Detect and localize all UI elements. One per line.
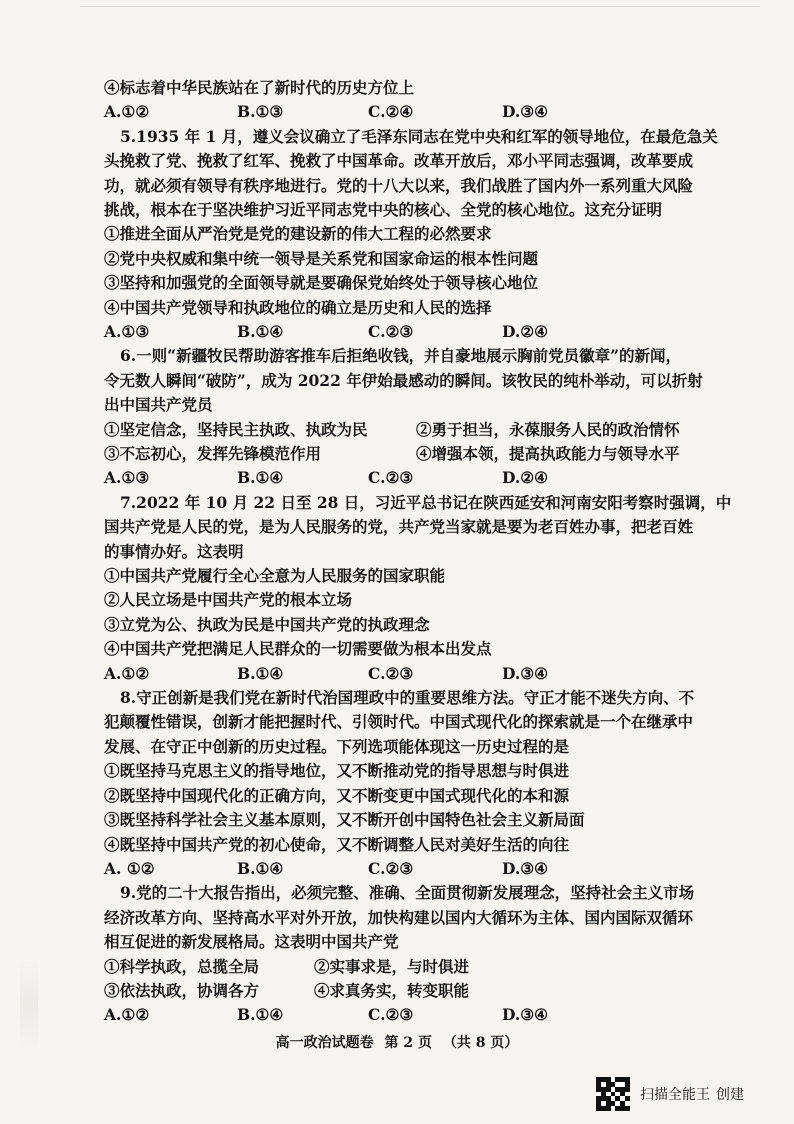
question-stem-line: 9.党的二十大报告指出，必须完整、准确、全面贯彻新发展理念，坚持社会主义市场 bbox=[120, 883, 695, 903]
statements-row bbox=[104, 979, 710, 1003]
footer-title: 高一政治试题卷 bbox=[275, 1035, 374, 1051]
question-7 bbox=[104, 491, 732, 686]
scanner-label bbox=[640, 1084, 750, 1104]
statement-line: ③依法执政，协调各方 bbox=[104, 980, 260, 1000]
option-c: C.②④ bbox=[368, 102, 414, 122]
option-d: D.②④ bbox=[502, 322, 549, 342]
statement-line: ④中国共产党领导和执政地位的确立是历史和人民的选择 bbox=[104, 297, 492, 317]
option-d: D.②④ bbox=[502, 468, 549, 488]
footer-page-number: 第 2 页 bbox=[384, 1035, 432, 1051]
option-a: A. ①② bbox=[104, 858, 155, 878]
question-stem-line: 国共产党是人民的党，是为人民服务的党，共产党当家就是要为老百姓办事，把老百姓 bbox=[104, 517, 694, 537]
statement-line: ④求真务实，转变职能 bbox=[314, 980, 470, 1000]
statement-line: ③既坚持科学社会主义基本原则，又不断开创中国特色社会主义新局面 bbox=[104, 810, 585, 830]
statement-line: ①坚定信念，坚持民主执政、执政为民 bbox=[104, 419, 368, 439]
statement-line: ④增强本领，提高执政能力与领导水平 bbox=[416, 444, 680, 464]
footer-page-total: （共 8 页） bbox=[442, 1035, 519, 1051]
scanner-action: 创建 bbox=[716, 1087, 744, 1103]
options-row bbox=[104, 320, 710, 344]
question-stem-line: 出中国共产党员 bbox=[104, 395, 213, 415]
statement-line: ③不忘初心，发挥先锋模范作用 bbox=[104, 444, 322, 464]
scanner-watermark bbox=[596, 1077, 750, 1111]
option-c: C.②③ bbox=[368, 663, 414, 683]
question-stem-line: 头挽救了党、挽救了红军、挽救了中国革命。改革开放后，邓小平同志强调，改革要成 bbox=[104, 151, 694, 171]
question-stem-line: 8.守正创新是我们党在新时代治国理政中的重要思维方法。守正才能不迷失方向、不 bbox=[120, 688, 695, 708]
question-stem-line: 发展、在守正中创新的历史过程。下列选项能体现这一历史过程的是 bbox=[104, 736, 570, 756]
statements-row bbox=[104, 418, 710, 442]
statement-line: ④既坚持中国共产党的初心使命，又不断调整人民对美好生活的向往 bbox=[104, 834, 570, 854]
question-stem-line: 犯颠覆性错误，创新才能把握时代、引领时代。中国式现代化的探索就是一个在继承中 bbox=[104, 712, 694, 732]
option-a: A.①② bbox=[104, 1005, 150, 1025]
statement-line: ③坚持和加强党的全面领导就是要确保党始终处于领导核心地位 bbox=[104, 273, 539, 293]
question-stem-line: 令无数人瞬间“破防”，成为 2022 年伊始最感动的瞬间。该牧民的纯朴举动，可以折射 bbox=[104, 370, 703, 390]
qr-code-icon bbox=[596, 1077, 630, 1111]
question-content bbox=[104, 76, 732, 1028]
page-footer bbox=[0, 1032, 794, 1052]
option-b: B.①③ bbox=[237, 102, 284, 122]
statement-line: ④标志着中华民族站在了新时代的历史方位上 bbox=[104, 78, 415, 97]
option-b: B.①④ bbox=[237, 468, 284, 488]
option-b: B.①④ bbox=[237, 1005, 284, 1025]
statements-row bbox=[104, 442, 710, 466]
statements-row bbox=[104, 955, 710, 979]
statement-line: ①既坚持马克思主义的指导地位，又不断推动党的指导思想与时俱进 bbox=[104, 761, 570, 781]
option-b: B.①④ bbox=[237, 322, 284, 342]
option-d: D.③④ bbox=[502, 102, 549, 122]
question-stem-line: 6.一则“新疆牧民帮助游客推车后拒绝收钱，并自豪地展示胸前党员徽章”的新闻， bbox=[120, 346, 682, 366]
statement-line: ①科学执政，总揽全局 bbox=[104, 956, 260, 976]
options-row bbox=[104, 857, 710, 881]
statement-line: ①中国共产党履行全心全意为人民服务的国家职能 bbox=[104, 566, 446, 586]
option-b: B.①④ bbox=[237, 858, 284, 878]
statement-line: ④中国共产党把满足人民群众的一切需要做为根本出发点 bbox=[104, 639, 492, 659]
statement-line: ②既坚持中国现代化的正确方向，又不断变更中国式现代化的本和源 bbox=[104, 785, 570, 805]
option-a: A.①③ bbox=[104, 322, 150, 342]
option-c: C.②③ bbox=[368, 322, 414, 342]
options-row bbox=[104, 100, 710, 124]
question-stem-line: 功，就必须有领导有秩序地进行。党的十八大以来，我们战胜了国内外一系列重大风险 bbox=[104, 175, 694, 195]
option-c: C.②③ bbox=[368, 858, 414, 878]
option-a: A.①③ bbox=[104, 468, 150, 488]
option-d: D.③④ bbox=[502, 858, 549, 878]
options-row bbox=[104, 662, 710, 686]
statement-line: ③立党为公、执政为民是中国共产党的执政理念 bbox=[104, 614, 430, 634]
scan-edge bbox=[80, 0, 760, 7]
question-stem-line: 经济改革方向、坚持高水平对外开放，加快构建以国内大循环为主体、国内国际双循环 bbox=[104, 907, 694, 927]
question-6 bbox=[104, 344, 710, 490]
scanner-brand: 扫描全能王 bbox=[640, 1087, 710, 1103]
question-stem-line: 挑战，根本在于坚决维护习近平同志党中央的核心、全党的核心地位。这充分证明 bbox=[104, 200, 663, 220]
option-d: D.③④ bbox=[502, 663, 549, 683]
statement-line: ①推进全面从严治党是党的建设新的伟大工程的必然要求 bbox=[104, 224, 492, 244]
statement-line: ②实事求是，与时俱进 bbox=[314, 956, 470, 976]
question-stem-line: 5.1935 年 1 月，遵义会议确立了毛泽东同志在党中央和红军的领导地位，在最危急关 bbox=[120, 126, 718, 146]
option-d: D.③④ bbox=[502, 1005, 549, 1025]
question-stem-line: 的事情办好。这表明 bbox=[104, 541, 244, 561]
statement-line: ②党中央权威和集中统一领导是关系党和国家命运的根本性问题 bbox=[104, 248, 539, 268]
option-b: B.①④ bbox=[237, 663, 284, 683]
options-row bbox=[104, 466, 710, 490]
option-c: C.②③ bbox=[368, 1005, 414, 1025]
option-c: C.②③ bbox=[368, 468, 414, 488]
question-8 bbox=[104, 686, 710, 881]
question-stem-line: 相互促进的新发展格局。这表明中国共产党 bbox=[104, 932, 399, 952]
question-5 bbox=[104, 125, 718, 345]
question-stem-line: 7.2022 年 10 月 22 日至 28 日，习近平总书记在陕西延安和河南安阳考察时强调，中 bbox=[120, 492, 732, 512]
question-9 bbox=[104, 881, 710, 1027]
option-a: A.①② bbox=[104, 663, 150, 683]
option-a: A.①② bbox=[104, 102, 150, 122]
statement-line: ②人民立场是中国共产党的根本立场 bbox=[104, 590, 353, 610]
statement-line: ②勇于担当，永葆服务人民的政治情怀 bbox=[416, 419, 680, 439]
options-row bbox=[104, 1003, 710, 1027]
